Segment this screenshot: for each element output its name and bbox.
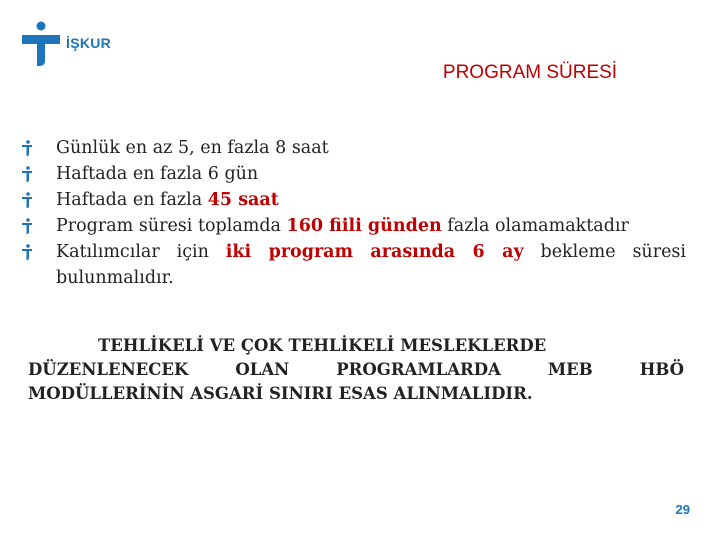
bullet-text: Haftada en fazla	[56, 190, 208, 210]
bullet-text: Günlük en az 5, en fazla 8 saat	[56, 138, 329, 158]
iskur-bullet-icon	[22, 166, 34, 182]
iskur-bullet-icon	[22, 192, 34, 208]
notice-line-3: MODÜLLERİNİN ASGARİ SINIRI ESAS ALINMALIDIR.	[28, 384, 533, 403]
iskur-bullet-icon	[22, 140, 34, 156]
bullet-item	[22, 213, 686, 239]
bullet-text: Haftada en fazla 6 gün	[56, 164, 259, 184]
bullet-item	[22, 161, 686, 187]
bullet-item	[22, 239, 686, 291]
notice-line-2	[28, 358, 684, 382]
notice-word: DÜZENLENECEK	[28, 360, 189, 379]
notice-word: PROGRAMLARDA	[336, 360, 501, 379]
bullet-text: Katılımcılar için	[56, 242, 226, 262]
iskur-logo	[20, 20, 110, 68]
notice-text	[28, 334, 684, 406]
notice-word: MEB	[547, 360, 593, 379]
notice-word: OLAN	[235, 360, 290, 379]
page-title: PROGRAM SÜRESİ	[442, 62, 618, 83]
highlight-text: 45 saat	[207, 190, 279, 210]
bullet-text: fazla olamamaktadır	[441, 216, 629, 236]
iskur-logo-icon	[20, 20, 64, 68]
notice-line-1: TEHLİKELİ VE ÇOK TEHLİKELİ MESLEKLERDE	[98, 336, 547, 355]
logo-text: İŞKUR	[66, 35, 112, 51]
bullet-item	[22, 135, 686, 161]
highlight-text: iki program arasında 6 ay	[225, 242, 524, 262]
page-number: 29	[675, 502, 690, 517]
bullet-text: bekleme süresi bulunmalıdır.	[56, 242, 686, 288]
bullet-list	[22, 135, 686, 291]
notice-word: HBÖ	[639, 360, 684, 379]
bullet-item	[22, 187, 686, 213]
iskur-bullet-icon	[22, 244, 34, 260]
highlight-text: 160 fiili günden	[286, 216, 442, 236]
bullet-text: Program süresi toplamda	[56, 216, 287, 236]
iskur-bullet-icon	[22, 218, 34, 234]
